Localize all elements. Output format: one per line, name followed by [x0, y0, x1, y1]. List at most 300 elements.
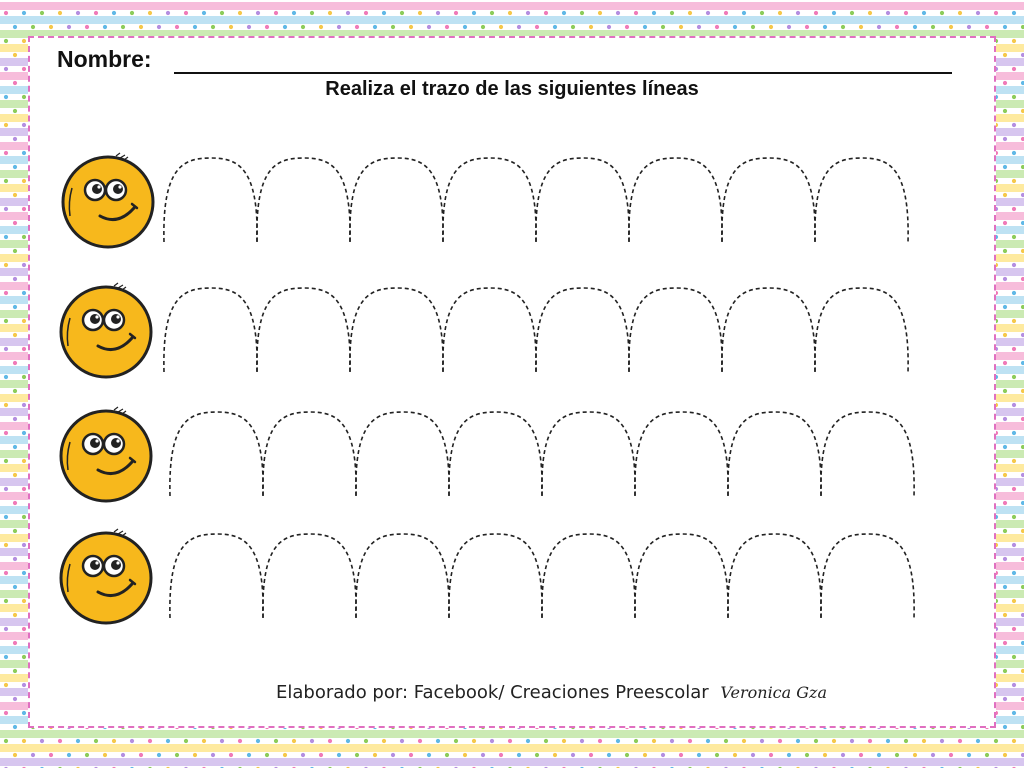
background-dot: [454, 739, 458, 743]
background-dot: [4, 39, 8, 43]
background-dot: [337, 753, 341, 757]
background-dot: [679, 25, 683, 29]
background-dot: [157, 753, 161, 757]
background-dot: [1012, 711, 1016, 715]
background-dot: [517, 25, 521, 29]
background-dot: [337, 25, 341, 29]
background-dot: [598, 11, 602, 15]
background-dot: [562, 739, 566, 743]
background-dot: [238, 739, 242, 743]
background-dot: [256, 739, 260, 743]
background-dot: [643, 25, 647, 29]
name-write-line[interactable]: [174, 72, 952, 74]
background-dot: [40, 739, 44, 743]
background-dot: [481, 753, 485, 757]
background-dot: [652, 739, 656, 743]
background-dot: [49, 753, 53, 757]
background-dot: [499, 753, 503, 757]
instruction-title: Realiza el trazo de las siguientes líneas: [325, 78, 699, 100]
background-dot: [670, 11, 674, 15]
background-dot: [1012, 655, 1016, 659]
background-dot: [724, 739, 728, 743]
trace-arch[interactable]: [170, 534, 263, 618]
trace-arch[interactable]: [722, 158, 815, 242]
background-stripe: [0, 2, 1024, 10]
background-dot: [409, 25, 413, 29]
background-dot: [472, 739, 476, 743]
background-dot: [535, 25, 539, 29]
background-dot: [436, 11, 440, 15]
background-dot: [589, 753, 593, 757]
background-dot: [229, 753, 233, 757]
dashed-arches[interactable]: [160, 146, 940, 266]
background-dot: [157, 25, 161, 29]
background-dot: [517, 753, 521, 757]
background-dot: [4, 655, 8, 659]
trace-arch[interactable]: [449, 534, 542, 618]
background-dot: [400, 11, 404, 15]
background-dot: [931, 25, 935, 29]
background-stripe: [0, 730, 1024, 738]
background-dot: [22, 683, 26, 687]
background-dot: [796, 739, 800, 743]
background-dot: [418, 739, 422, 743]
background-dot: [508, 739, 512, 743]
background-dot: [994, 11, 998, 15]
background-dot: [742, 739, 746, 743]
background-dot: [967, 753, 971, 757]
trace-arch[interactable]: [164, 288, 257, 372]
background-dot: [1003, 109, 1007, 113]
background-dot: [706, 739, 710, 743]
background-dot: [751, 25, 755, 29]
background-dot: [13, 753, 17, 757]
background-dot: [436, 739, 440, 743]
trace-arch[interactable]: [629, 288, 722, 372]
background-dot: [112, 739, 116, 743]
background-dot: [310, 739, 314, 743]
background-dot: [292, 739, 296, 743]
background-dot: [328, 739, 332, 743]
background-dot: [139, 753, 143, 757]
background-dot: [31, 25, 35, 29]
trace-arch[interactable]: [728, 412, 821, 496]
background-dot: [607, 753, 611, 757]
background-dot: [616, 739, 620, 743]
background-dot: [958, 739, 962, 743]
background-dot: [121, 753, 125, 757]
smiley-face-icon: [56, 406, 156, 506]
background-dot: [814, 739, 818, 743]
background-dot: [1012, 739, 1016, 743]
background-dot: [274, 11, 278, 15]
background-dot: [409, 753, 413, 757]
background-dot: [481, 25, 485, 29]
background-dot: [166, 739, 170, 743]
background-dot: [76, 11, 80, 15]
background-dot: [355, 25, 359, 29]
background-dot: [130, 11, 134, 15]
background-dot: [1012, 683, 1016, 687]
background-dot: [49, 25, 53, 29]
background-dot: [895, 753, 899, 757]
background-stripe: [0, 758, 1024, 766]
background-dot: [769, 25, 773, 29]
background-dot: [13, 53, 17, 57]
background-dot: [148, 739, 152, 743]
background-dot: [643, 753, 647, 757]
background-dot: [535, 753, 539, 757]
background-dot: [94, 11, 98, 15]
background-dot: [598, 739, 602, 743]
background-dot: [4, 67, 8, 71]
background-dot: [247, 25, 251, 29]
background-dot: [913, 25, 917, 29]
background-dot: [139, 25, 143, 29]
background-dot: [913, 753, 917, 757]
smiley-face-icon: [58, 152, 158, 252]
background-dot: [13, 109, 17, 113]
background-dot: [283, 25, 287, 29]
trace-arch[interactable]: [443, 288, 536, 372]
background-dot: [715, 753, 719, 757]
background-dot: [571, 753, 575, 757]
background-dot: [571, 25, 575, 29]
background-dot: [76, 739, 80, 743]
background-dot: [211, 25, 215, 29]
background-dot: [922, 739, 926, 743]
trace-arch[interactable]: [542, 412, 635, 496]
background-dot: [1003, 53, 1007, 57]
background-dot: [778, 11, 782, 15]
credit-signature: Veronica Gza: [720, 683, 828, 702]
background-dot: [868, 11, 872, 15]
background-dot: [4, 683, 8, 687]
background-dot: [940, 739, 944, 743]
background-dot: [238, 11, 242, 15]
dashed-arches[interactable]: [166, 400, 946, 520]
smiley-face-icon: [56, 528, 156, 628]
background-dot: [130, 739, 134, 743]
background-dot: [931, 753, 935, 757]
background-dot: [823, 25, 827, 29]
background-dot: [202, 739, 206, 743]
background-dot: [85, 25, 89, 29]
dashed-arches[interactable]: [166, 522, 946, 642]
background-dot: [265, 25, 269, 29]
background-dot: [904, 739, 908, 743]
background-dot: [895, 25, 899, 29]
background-dot: [22, 39, 26, 43]
background-dot: [850, 11, 854, 15]
background-dot: [832, 739, 836, 743]
background-dot: [328, 11, 332, 15]
background-dot: [310, 11, 314, 15]
background-dot: [715, 25, 719, 29]
background-dot: [1012, 67, 1016, 71]
background-dot: [967, 25, 971, 29]
background-dot: [490, 11, 494, 15]
background-dot: [274, 739, 278, 743]
background-dot: [121, 25, 125, 29]
credit-line: [276, 682, 827, 703]
background-dot: [391, 753, 395, 757]
trace-arch[interactable]: [536, 288, 629, 372]
trace-arch[interactable]: [356, 534, 449, 618]
background-dot: [553, 753, 557, 757]
background-dot: [805, 753, 809, 757]
background-dot: [193, 25, 197, 29]
background-dot: [652, 11, 656, 15]
background-dot: [103, 753, 107, 757]
background-dot: [346, 739, 350, 743]
background-dot: [508, 11, 512, 15]
background-dot: [1012, 39, 1016, 43]
background-dot: [877, 753, 881, 757]
background-dot: [733, 25, 737, 29]
background-dot: [211, 753, 215, 757]
background-dot: [382, 11, 386, 15]
background-dot: [841, 753, 845, 757]
background-dot: [661, 25, 665, 29]
background-dot: [679, 753, 683, 757]
background-dot: [724, 11, 728, 15]
background-dot: [13, 725, 17, 729]
trace-arch[interactable]: [263, 534, 356, 618]
background-dot: [319, 25, 323, 29]
background-dot: [292, 11, 296, 15]
background-dot: [13, 25, 17, 29]
background-dot: [544, 739, 548, 743]
background-dot: [463, 753, 467, 757]
background-dot: [193, 753, 197, 757]
background-dot: [490, 739, 494, 743]
background-dot: [634, 739, 638, 743]
background-dot: [184, 11, 188, 15]
background-dot: [256, 11, 260, 15]
background-dot: [742, 11, 746, 15]
background-dot: [373, 25, 377, 29]
trace-arch[interactable]: [815, 158, 908, 242]
background-dot: [850, 739, 854, 743]
dashed-arches[interactable]: [160, 276, 940, 396]
background-dot: [382, 739, 386, 743]
trace-arch[interactable]: [635, 534, 728, 618]
background-dot: [301, 25, 305, 29]
trace-arch[interactable]: [821, 412, 914, 496]
background-dot: [346, 11, 350, 15]
background-dot: [301, 753, 305, 757]
trace-arch[interactable]: [443, 158, 536, 242]
background-dot: [22, 11, 26, 15]
background-dot: [706, 11, 710, 15]
background-dot: [832, 11, 836, 15]
background-dot: [562, 11, 566, 15]
background-dot: [22, 739, 26, 743]
background-dot: [733, 753, 737, 757]
trace-arch[interactable]: [728, 534, 821, 618]
background-dot: [373, 753, 377, 757]
background-dot: [814, 11, 818, 15]
background-dot: [427, 753, 431, 757]
background-dot: [499, 25, 503, 29]
background-dot: [904, 11, 908, 15]
trace-arch[interactable]: [257, 158, 350, 242]
background-dot: [634, 11, 638, 15]
background-dot: [688, 11, 692, 15]
background-dot: [472, 11, 476, 15]
background-dot: [877, 25, 881, 29]
background-dot: [58, 739, 62, 743]
background-dot: [553, 25, 557, 29]
background-dot: [463, 25, 467, 29]
background-dot: [1003, 25, 1007, 29]
background-dot: [580, 739, 584, 743]
trace-arch[interactable]: [635, 412, 728, 496]
background-dot: [787, 25, 791, 29]
background-stripe: [0, 744, 1024, 752]
background-dot: [445, 25, 449, 29]
background-dot: [616, 11, 620, 15]
trace-arch[interactable]: [164, 158, 257, 242]
background-dot: [58, 11, 62, 15]
background-dot: [760, 739, 764, 743]
trace-arch[interactable]: [542, 534, 635, 618]
background-dot: [760, 11, 764, 15]
background-dot: [400, 739, 404, 743]
background-dot: [697, 753, 701, 757]
background-dot: [1003, 669, 1007, 673]
background-dot: [94, 739, 98, 743]
background-dot: [4, 711, 8, 715]
background-dot: [823, 753, 827, 757]
background-dot: [922, 11, 926, 15]
background-dot: [661, 753, 665, 757]
background-dot: [841, 25, 845, 29]
trace-arch[interactable]: [350, 158, 443, 242]
trace-row-4: [0, 522, 1024, 642]
background-dot: [787, 753, 791, 757]
trace-row-1: [0, 146, 1024, 266]
background-dot: [418, 11, 422, 15]
background-dot: [670, 739, 674, 743]
background-dot: [22, 711, 26, 715]
background-dot: [778, 739, 782, 743]
background-dot: [445, 753, 449, 757]
background-dot: [805, 25, 809, 29]
background-dot: [976, 11, 980, 15]
background-dot: [40, 11, 44, 15]
trace-arch[interactable]: [722, 288, 815, 372]
trace-arch[interactable]: [263, 412, 356, 496]
trace-arch[interactable]: [821, 534, 914, 618]
background-dot: [220, 739, 224, 743]
background-dot: [364, 739, 368, 743]
background-dot: [886, 11, 890, 15]
credit-text: Elaborado por: Facebook/ Creaciones Preescolar: [276, 682, 709, 703]
background-dot: [526, 739, 530, 743]
background-dot: [949, 25, 953, 29]
background-dot: [22, 655, 26, 659]
background-dot: [67, 753, 71, 757]
background-dot: [859, 753, 863, 757]
background-dot: [589, 25, 593, 29]
background-dot: [625, 25, 629, 29]
background-dot: [202, 11, 206, 15]
background-dot: [319, 753, 323, 757]
background-dot: [985, 25, 989, 29]
background-dot: [175, 753, 179, 757]
trace-arch[interactable]: [629, 158, 722, 242]
background-dot: [985, 753, 989, 757]
trace-arch[interactable]: [170, 412, 263, 496]
background-dot: [22, 67, 26, 71]
background-dot: [229, 25, 233, 29]
background-dot: [1003, 697, 1007, 701]
background-dot: [868, 739, 872, 743]
background-dot: [544, 11, 548, 15]
background-dot: [4, 11, 8, 15]
background-dot: [958, 11, 962, 15]
background-dot: [796, 11, 800, 15]
trace-arch[interactable]: [350, 288, 443, 372]
background-dot: [247, 753, 251, 757]
background-dot: [625, 753, 629, 757]
background-dot: [994, 739, 998, 743]
background-dot: [85, 753, 89, 757]
background-dot: [886, 739, 890, 743]
background-dot: [283, 753, 287, 757]
trace-arch[interactable]: [536, 158, 629, 242]
background-dot: [4, 123, 8, 127]
background-dot: [949, 753, 953, 757]
background-dot: [580, 11, 584, 15]
background-dot: [427, 25, 431, 29]
background-dot: [13, 669, 17, 673]
background-dot: [1012, 123, 1016, 127]
smiley-face-icon: [56, 282, 156, 382]
background-dot: [607, 25, 611, 29]
background-dot: [148, 11, 152, 15]
background-dot: [22, 123, 26, 127]
background-dot: [769, 753, 773, 757]
background-dot: [1003, 137, 1007, 141]
background-dot: [112, 11, 116, 15]
background-dot: [1012, 11, 1016, 15]
background-dot: [166, 11, 170, 15]
trace-arch[interactable]: [449, 412, 542, 496]
background-dot: [4, 739, 8, 743]
background-dot: [355, 753, 359, 757]
background-dot: [526, 11, 530, 15]
trace-arch[interactable]: [356, 412, 449, 496]
background-dot: [31, 753, 35, 757]
background-dot: [13, 697, 17, 701]
trace-arch[interactable]: [815, 288, 908, 372]
background-dot: [697, 25, 701, 29]
background-dot: [976, 739, 980, 743]
background-dot: [688, 739, 692, 743]
background-dot: [1003, 753, 1007, 757]
background-dot: [859, 25, 863, 29]
background-dot: [1003, 725, 1007, 729]
trace-row-3: [0, 400, 1024, 520]
background-dot: [103, 25, 107, 29]
name-label: Nombre:: [57, 46, 152, 72]
background-dot: [391, 25, 395, 29]
background-dot: [175, 25, 179, 29]
trace-arch[interactable]: [257, 288, 350, 372]
